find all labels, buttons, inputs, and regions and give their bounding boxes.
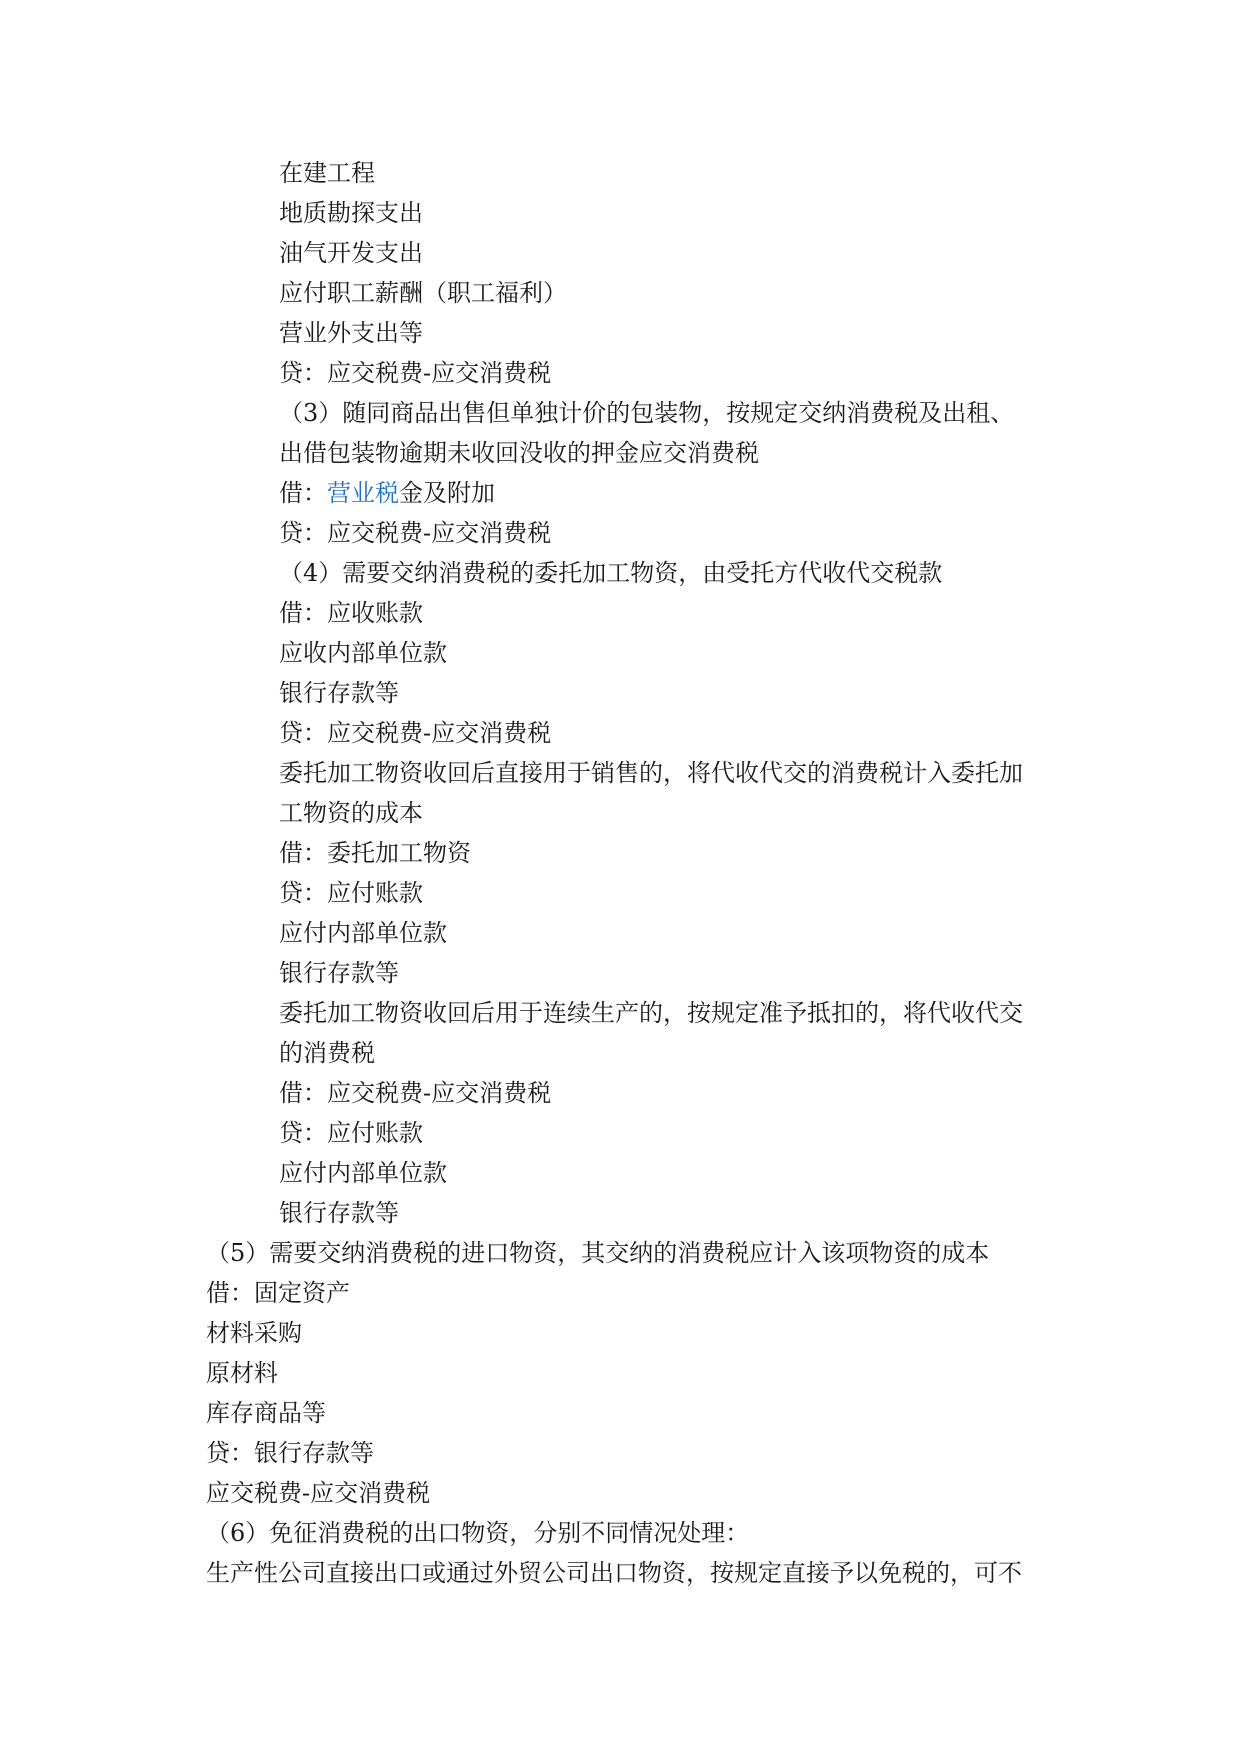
text-line: （6）免征消费税的出口物资，分别不同情况处理： [206, 1519, 750, 1547]
text-line: 应付内部单位款 [279, 1159, 447, 1187]
text-line: 应交税费-应交消费税 [206, 1479, 431, 1507]
text-line: 借：应交税费-应交消费税 [279, 1079, 552, 1107]
text-line: 出借包装物逾期未收回没收的押金应交消费税 [279, 439, 759, 467]
text-line: 工物资的成本 [279, 799, 423, 827]
text-line: 贷：应交税费-应交消费税 [279, 519, 552, 547]
text-line: 油气开发支出 [279, 239, 423, 267]
business-tax-link[interactable]: 营业税 [327, 479, 399, 507]
text-line: 委托加工物资收回后用于连续生产的，按规定准予抵扣的，将代收代交 [279, 999, 1023, 1027]
text-line: 委托加工物资收回后直接用于销售的，将代收代交的消费税计入委托加 [279, 759, 1023, 787]
text-line: 银行存款等 [279, 679, 399, 707]
text-line: 应付职工薪酬（职工福利） [279, 279, 567, 307]
text-line: 借：委托加工物资 [279, 839, 471, 867]
text-line: （4）需要交纳消费税的委托加工物资，由受托方代收代交税款 [279, 559, 943, 587]
text-line: 原材料 [206, 1359, 278, 1387]
text-line: 材料采购 [206, 1319, 302, 1347]
text-line: 应收内部单位款 [279, 639, 447, 667]
text-line: 贷：应交税费-应交消费税 [279, 719, 552, 747]
text-line-with-link [279, 473, 495, 513]
text-line: （3）随同商品出售但单独计价的包装物，按规定交纳消费税及出租、 [279, 399, 1015, 427]
text-line: 借：应收账款 [279, 599, 423, 627]
text-line: 贷：应付账款 [279, 879, 423, 907]
text-line: 银行存款等 [279, 959, 399, 987]
text-line: 贷：银行存款等 [206, 1439, 374, 1467]
text-line: 在建工程 [279, 159, 375, 187]
text-line: 银行存款等 [279, 1199, 399, 1227]
text-line: 生产性公司直接出口或通过外贸公司出口物资，按规定直接予以免税的，可不 [206, 1559, 1022, 1587]
text-line: 应付内部单位款 [279, 919, 447, 947]
entry-prefix: 借： [279, 479, 327, 507]
text-line: 贷：应付账款 [279, 1119, 423, 1147]
text-line: 贷：应交税费-应交消费税 [279, 359, 552, 387]
text-line: 的消费税 [279, 1039, 375, 1067]
text-line: 营业外支出等 [279, 319, 423, 347]
text-line: 借：固定资产 [206, 1279, 350, 1307]
text-line: 地质勘探支出 [279, 199, 423, 227]
entry-suffix: 金及附加 [399, 479, 495, 507]
text-line: （5）需要交纳消费税的进口物资，其交纳的消费税应计入该项物资的成本 [206, 1239, 990, 1267]
text-line: 库存商品等 [206, 1399, 326, 1427]
